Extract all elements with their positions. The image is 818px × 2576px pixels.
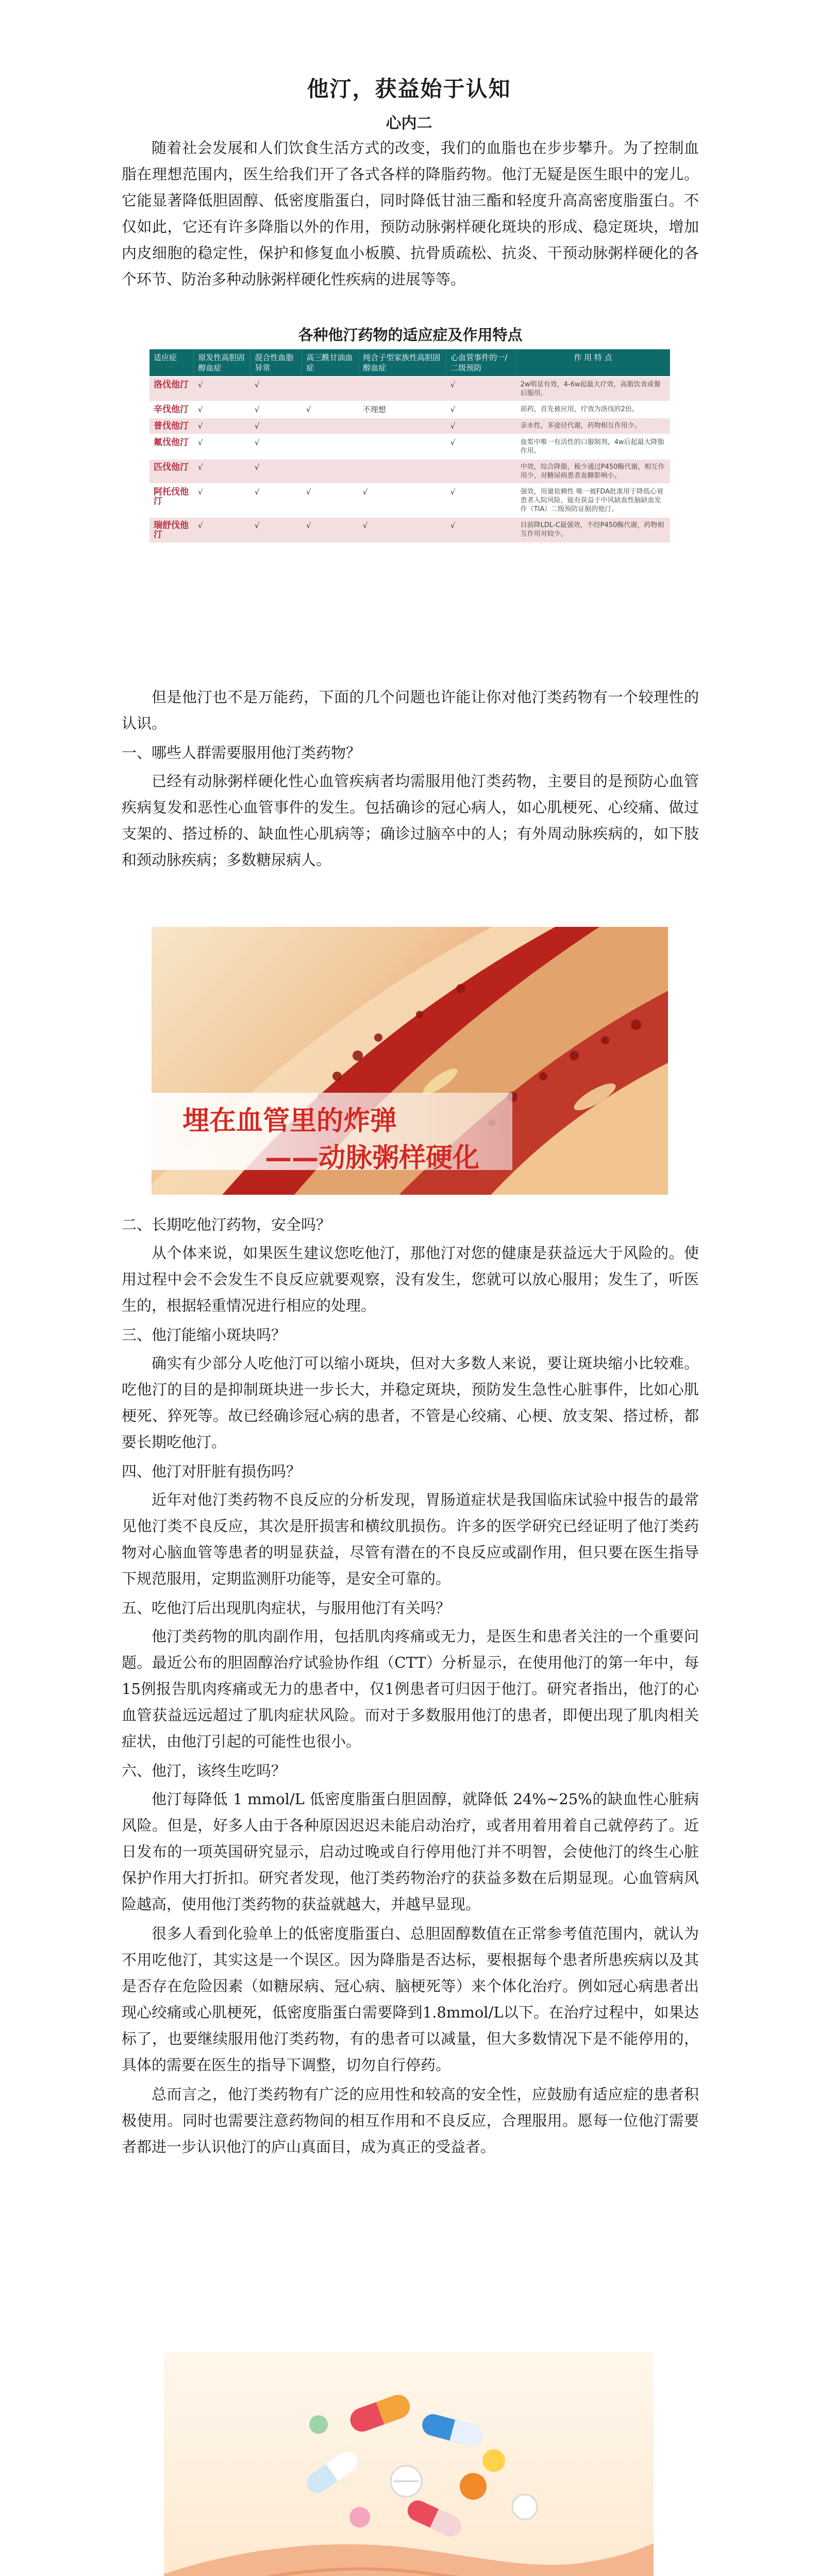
statin-indication-table xyxy=(149,349,670,543)
answer-paragraph-6a: 他汀每降低 1 mmol/L 低密度脂蛋白胆固醇，就降低 24%~25%的缺血性心脏病风险。但是，好多人由于各种原因迟迟未能启动治疗，或者用着用着自己就停药了。近日发布的一项英国研究显示，启动过晚或自行停用他汀并不明智，会使他汀的终生心脏保护作用大打折扣。研究者发现，他汀类药物治疗的获益多数在后期显现。心血管病风险越高，使用他汀类药物的获益就越大，并越早显现。 xyxy=(122,1790,699,1913)
check-cell: 不理想 xyxy=(359,401,446,418)
table-row xyxy=(149,434,670,459)
check-cell xyxy=(302,377,359,401)
answer-paragraph-5: 他汀类药物的肌肉副作用，包括肌肉疼痛或无力，是医生和患者关注的一个重要问题。最近公布的胆固醇治疗试验协作组（CTT）分析显示，在使用他汀的第一年中，每15例报告肌肉疼痛或无力的患者中，仅1例患者可归因于他汀。研究者指出，他汀的心血管获益远远超过了肌肉症状风险。而对于多数服用他汀的患者，即便出现了肌肉相关症状，由他汀引起的可能性也很小。 xyxy=(122,1628,699,1750)
check-cell: √ xyxy=(251,459,302,484)
question-heading-1: 一、哪些人群需要服用他汀类药物？ xyxy=(122,744,361,761)
body-section-2 xyxy=(122,1212,699,2163)
check-cell: √ xyxy=(446,401,516,418)
check-cell: √ xyxy=(302,484,359,517)
check-cell xyxy=(359,459,446,484)
drug-name-cell: 辛伐他汀 xyxy=(149,401,194,418)
check-cell: √ xyxy=(194,484,251,517)
pills-drawing xyxy=(164,2352,654,2576)
table-row xyxy=(149,418,670,434)
body-section-1 xyxy=(122,684,699,876)
check-cell: √ xyxy=(194,377,251,401)
intro-section xyxy=(122,135,699,296)
table-row xyxy=(149,401,670,418)
check-cell: √ xyxy=(446,418,516,434)
check-cell: √ xyxy=(251,434,302,459)
check-cell: √ xyxy=(194,459,251,484)
answer-paragraph-6b: 很多人看到化验单上的低密度脂蛋白、总胆固醇数值在正常参考值范围内，就认为不用吃他汀，其实这是一个误区。因为降脂是否达标，要根据每个患者所患疾病以及其是否存在危险因素（如糖尿病、冠心病、脑梗死等）来个体化治疗。例如冠心病患者出现心绞痛或心肌梗死，低密度脂蛋白需要降到1.8mmol/L以下。在治疗过程中，如果达标了，也要继续服用他汀类药物，有的患者可以减量，但大多数情况下是不能停用的，具体的需要在医生的指导下调整，切勿自行停药。 xyxy=(122,1925,699,2074)
table-row xyxy=(149,377,670,401)
answer-paragraph-1: 已经有动脉粥样硬化性心血管疾病者均需服用他汀类药物，主要目的是预防心血管疾病复发和恶性心血管事件的发生。包括确诊的冠心病人，如心肌梗死、心绞痛、做过支架的、搭过桥的、缺血性心肌病等；确诊过脑卒中的人；有外周动脉疾病的，如下肢和颈动脉疾病；多数糖尿病人。 xyxy=(122,772,699,869)
feature-cell: 2w明显有效，4-6w起最大疗效，高脂饮食或餐后服用。 xyxy=(516,377,670,401)
illustration-caption-banner xyxy=(152,1093,512,1174)
answer-paragraph-3: 确实有少部分人吃他汀可以缩小斑块，但对大多数人来说，要让斑块缩小比较难。吃他汀的目的是抑制斑块进一步长大，并稳定斑块，预防发生急性心脏事件，比如心肌梗死、猝死等。故已经确诊冠心病的患者，不管是心绞痛、心梗、放支架、搭过桥，都要长期吃他汀。 xyxy=(122,1354,699,1451)
check-cell: √ xyxy=(251,377,302,401)
check-cell: √ xyxy=(194,517,251,543)
question-heading-2: 二、长期吃他汀药物，安全吗？ xyxy=(122,1216,331,1233)
table-body xyxy=(149,377,670,543)
check-cell: √ xyxy=(194,418,251,434)
check-cell: √ xyxy=(446,484,516,517)
table-header-cell: 纯合子型家族性高胆固醇血症 xyxy=(359,349,446,377)
table-header-cell: 高三酰甘油血症 xyxy=(302,349,359,377)
after-table-paragraph: 但是他汀也不是万能药，下面的几个问题也许能让你对他汀类药物有一个较理性的认识。 xyxy=(122,688,699,732)
table-header-cell: 原发性高胆固醇血症 xyxy=(194,349,251,377)
feature-cell: 目前降LDL-C最强效，不经P450酶代谢，药物相互作用对较少。 xyxy=(516,517,670,543)
check-cell: √ xyxy=(251,517,302,543)
table-header-cell: 混合性血脂异常 xyxy=(251,349,302,377)
drug-name-cell: 阿托伐他汀 xyxy=(149,484,194,517)
check-cell xyxy=(302,459,359,484)
table-header-row xyxy=(149,349,670,377)
drug-name-cell: 普伐他汀 xyxy=(149,418,194,434)
conclusion-paragraph: 总而言之，他汀类药物有广泛的应用性和较高的安全性，应鼓励有适应症的患者积极使用。同时也需要注意药物间的相互作用和不良反应，合理服用。愿每一位他汀需要者都进一步认识他汀的庐山真面目，成为真正的受益者。 xyxy=(122,2086,699,2156)
check-cell xyxy=(359,377,446,401)
check-cell: √ xyxy=(194,434,251,459)
document-title: 他汀，获益始于认知 xyxy=(307,76,511,101)
atherosclerosis-illustration xyxy=(152,927,668,1195)
answer-paragraph-2: 从个体来说，如果医生建议您吃他汀，那他汀对您的健康是获益远大于风险的。使用过程中会不会发生不良反应就要观察，没有发生，您就可以放心服用；发生了，听医生的，根据轻重情况进行相应的处理。 xyxy=(122,1244,699,1314)
drug-name-cell: 瑞舒伐他汀 xyxy=(149,517,194,543)
table-row xyxy=(149,517,670,543)
table-header-cell: 心血管事件的一/二级预防 xyxy=(446,349,516,377)
check-cell xyxy=(302,418,359,434)
check-cell: √ xyxy=(359,517,446,543)
question-heading-5: 五、吃他汀后出现肌肉症状，与服用他汀有关吗？ xyxy=(122,1599,451,1617)
feature-cell: 血浆中唯一有活性的口服制剂，4w后起最大降脂作用。 xyxy=(516,434,670,459)
table-header-cell: 作 用 特 点 xyxy=(516,349,670,377)
question-heading-4: 四、他汀对肝脏有损伤吗？ xyxy=(122,1463,302,1480)
check-cell: √ xyxy=(194,401,251,418)
intro-paragraph: 随着社会发展和人们饮食生活方式的改变，我们的血脂也在步步攀升。为了控制血脂在理想范围内，医生给我们开了各式各样的降脂药物。他汀无疑是医生眼中的宠儿。它能显著降低胆固醇、低密度脂蛋白，同时降低甘油三酯和轻度升高高密度脂蛋白。不仅如此，它还有许多降脂以外的作用，预防动脉粥样硬化斑块的形成、稳定斑块，增加内皮细胞的稳定性，保护和修复血小板膜、抗骨质疏松、抗炎、干预动脉粥样硬化的各个环节、防治多种动脉粥样硬化性疾病的进展等等。 xyxy=(122,139,699,288)
check-cell: √ xyxy=(446,377,516,401)
check-cell: √ xyxy=(302,517,359,543)
check-cell: √ xyxy=(302,401,359,418)
check-cell xyxy=(359,434,446,459)
check-cell: √ xyxy=(251,401,302,418)
table-row xyxy=(149,459,670,484)
question-heading-3: 三、他汀能缩小斑块吗？ xyxy=(122,1326,287,1344)
question-heading-6: 六、他汀，该终生吃吗？ xyxy=(122,1762,287,1780)
table-header-cell: 适应症 xyxy=(149,349,194,377)
drug-name-cell: 氟伐他汀 xyxy=(149,434,194,459)
table-caption: 各种他汀药物的适应症及作用特点 xyxy=(298,326,523,344)
table-row xyxy=(149,484,670,517)
check-cell: √ xyxy=(251,484,302,517)
check-cell: √ xyxy=(446,434,516,459)
check-cell: √ xyxy=(359,484,446,517)
feature-cell: 中效，综合降脂，极少通过P450酶代谢，相互作用少，对糖尿病患者血糖影响小。 xyxy=(516,459,670,484)
author-line: 心内二 xyxy=(386,114,432,132)
check-cell: √ xyxy=(251,418,302,434)
pills-on-hand-illustration xyxy=(164,2352,654,2576)
feature-cell: 强效，用量依赖性 唯一被FDA批准用于降低心衰患者入院风险，能有获益于中风缺血性脑缺血发作（TIA）二级预防证据的他汀。 xyxy=(516,484,670,517)
feature-cell: 前药，首先被应用，疗效为洛伐的2倍。 xyxy=(516,401,670,418)
drug-name-cell: 匹伐他汀 xyxy=(149,459,194,484)
check-cell xyxy=(302,434,359,459)
drug-name-cell: 洛伐他汀 xyxy=(149,377,194,401)
check-cell xyxy=(446,459,516,484)
illustration-caption-line-1: 埋在血管里的炸弹 xyxy=(182,1106,397,1137)
check-cell: √ xyxy=(446,517,516,543)
check-cell xyxy=(359,418,446,434)
feature-cell: 亲水性，多途径代谢，药物相互作用少。 xyxy=(516,418,670,434)
illustration-caption-line-2: ——动脉粥样硬化 xyxy=(265,1143,480,1174)
answer-paragraph-4: 近年对他汀类药物不良反应的分析发现，胃肠道症状是我国临床试验中报告的最常见他汀类不良反应，其次是肝损害和横纹肌损伤。许多的医学研究已经证明了他汀类药物对心脑血管等患者的明显获益，尽管有潜在的不良反应或副作用，但只要在医生指导下规范服用，定期监测肝功能等，是安全可靠的。 xyxy=(122,1491,699,1587)
